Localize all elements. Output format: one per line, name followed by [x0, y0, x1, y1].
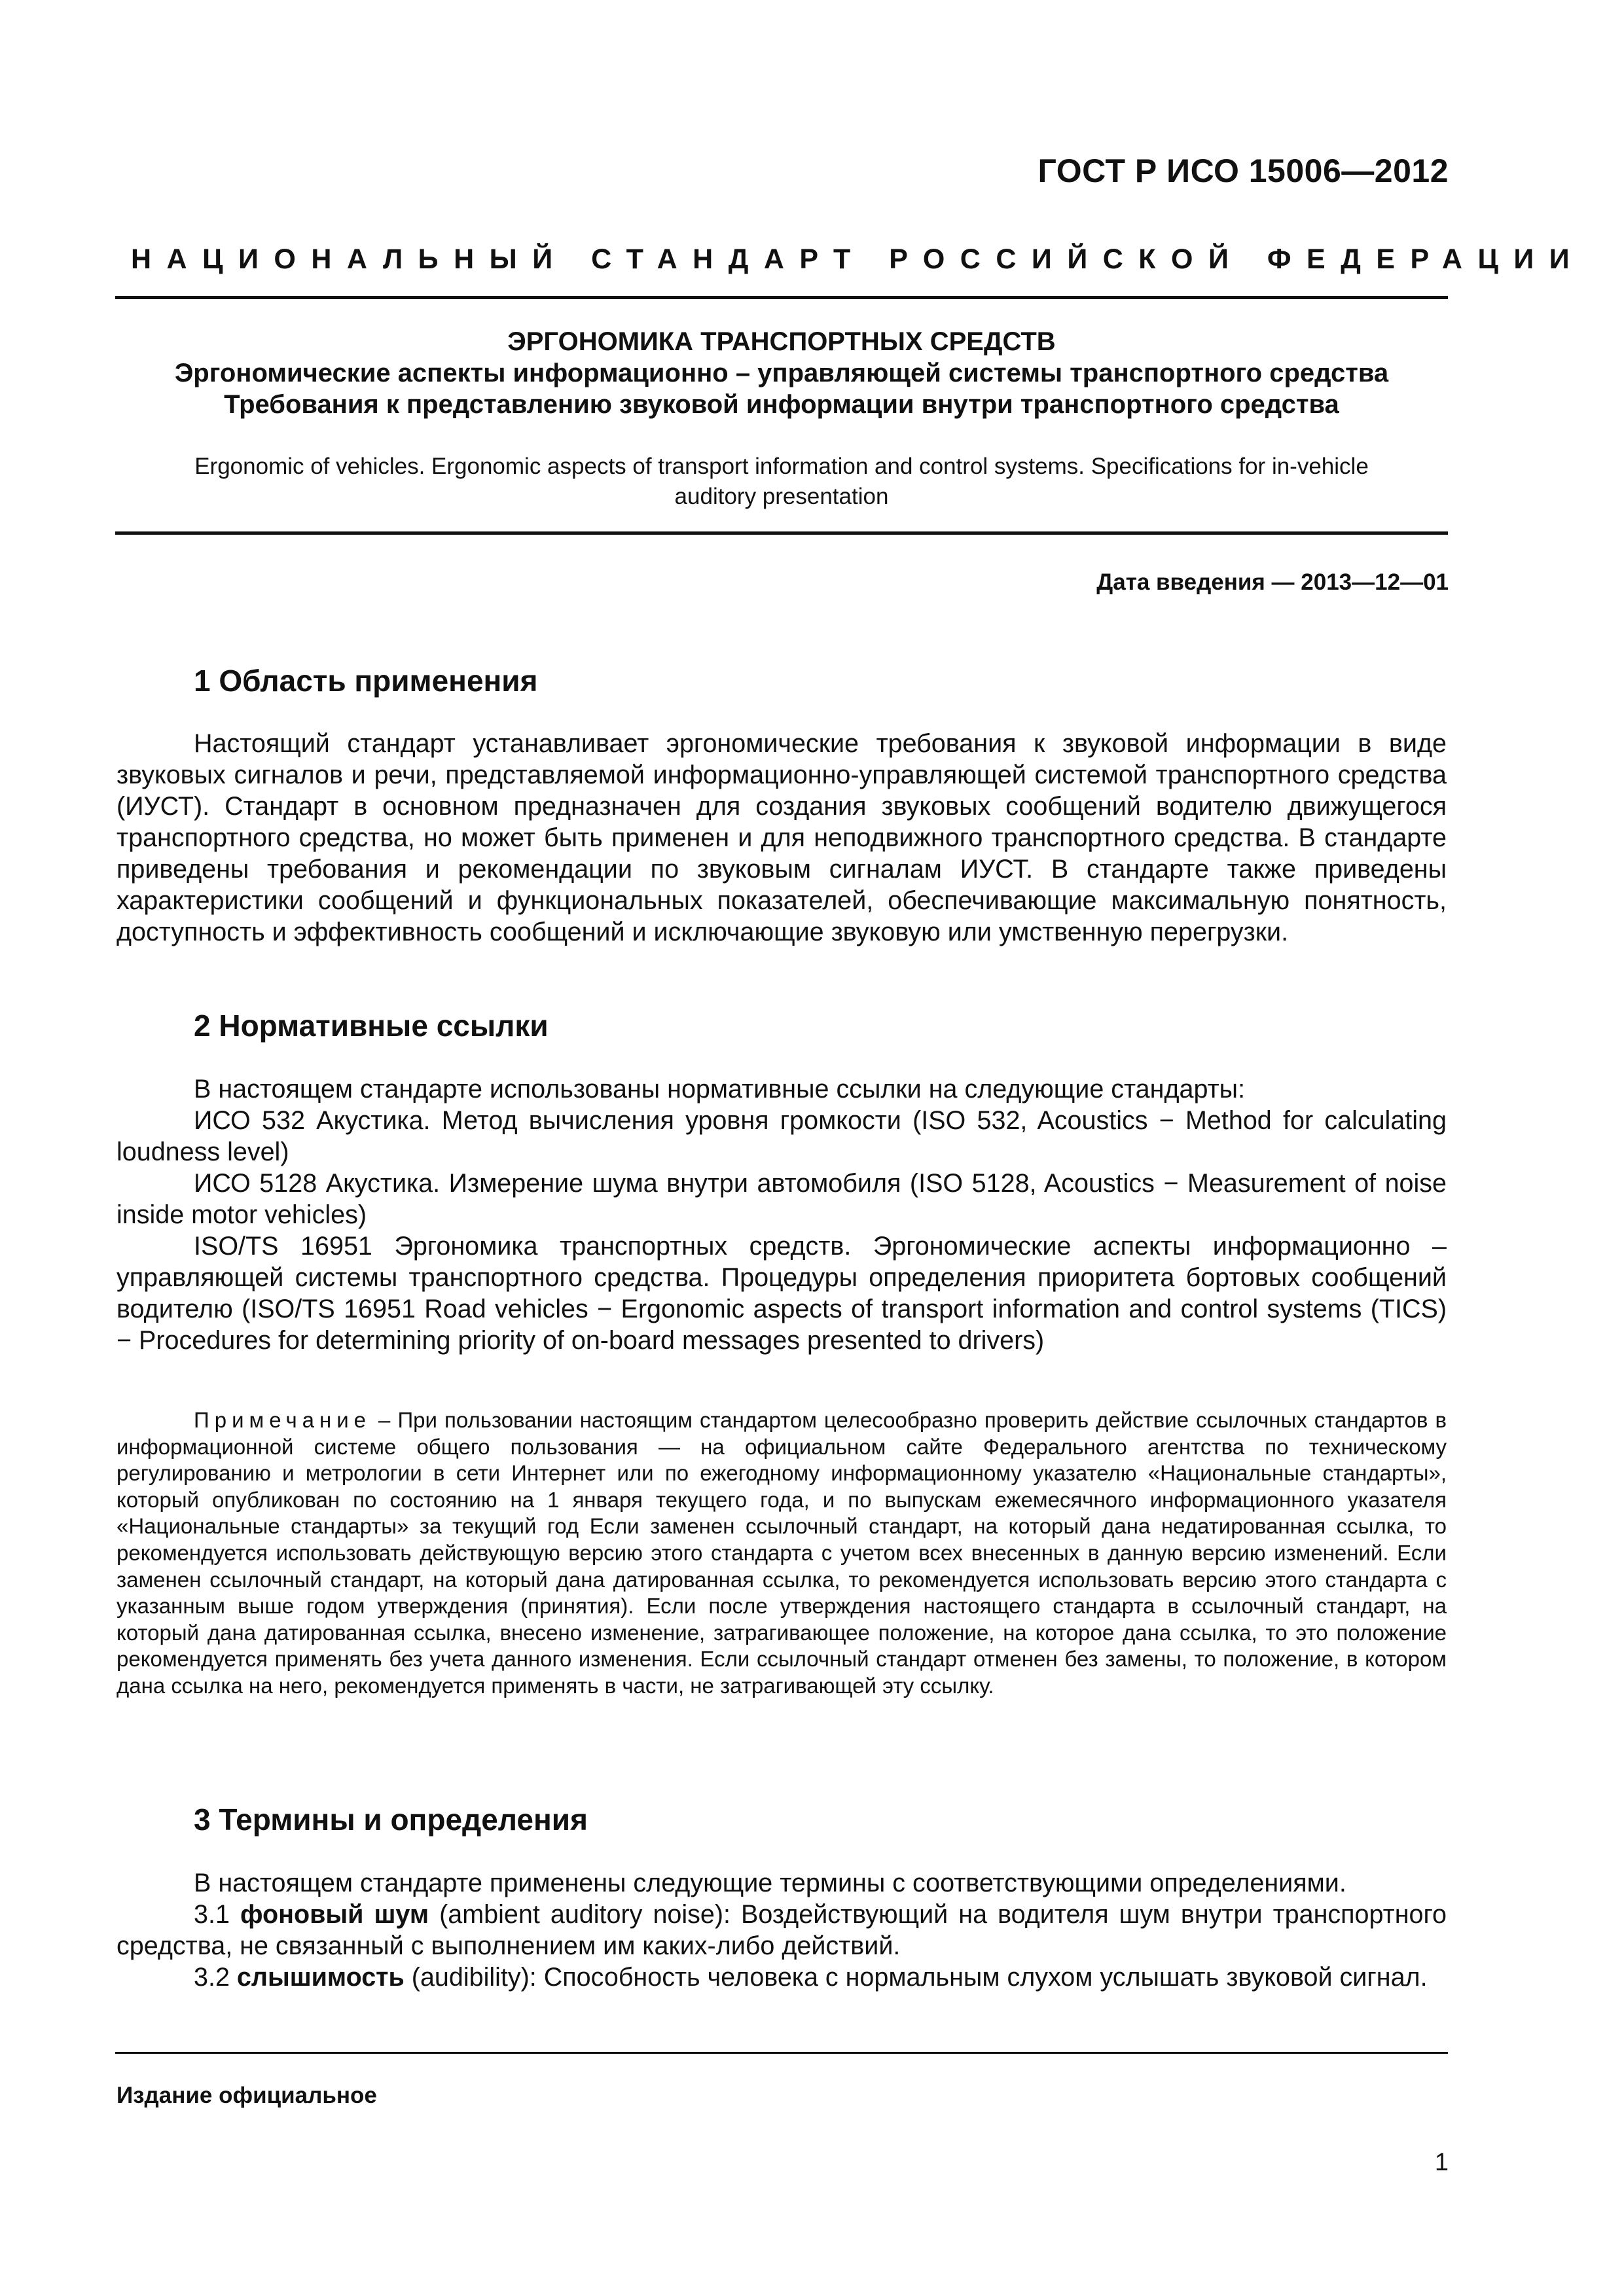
section-3-body	[117, 1867, 1447, 1993]
term-definition: (audibility): Способность человека с нормальным слухом услышать звуковой сигнал.	[404, 1963, 1428, 1992]
section-1-body	[117, 728, 1447, 948]
term-name: слышимость	[236, 1963, 405, 1992]
reference-item: ISO/TS 16951 Эргономика транспортных средств. Эргономические аспекты информационно – управляющей системы транспортного средства. Процедуры определения приоритета бортовых сообщений водителю (ISO/TS 16951 Road vehicles − Ergonomic aspects of transport information and control systems (TICS) − Procedures for determining priority of on-board messages presented to drivers)	[117, 1232, 1447, 1355]
footer-rule	[115, 2052, 1448, 2054]
reference-item: ИСО 5128 Акустика. Измерение шума внутри автомобиля (ISO 5128, Acoustics − Measurement of noise inside motor vehicles)	[117, 1169, 1447, 1229]
section-3-intro: В настоящем стандарте применены следующие термины с соответствующими определениями.	[194, 1869, 1346, 1897]
title-line-2: Эргономические аспекты информационно – управляющей системы транспортного средства	[174, 359, 1389, 387]
title-line-1: ЭРГОНОМИКА ТРАНСПОРТНЫХ СРЕДСТВ	[507, 327, 1056, 356]
term-definition: (ambient auditory noise): Воздействующий на водителя шум внутри транспортного средства, не связанный с выполнением им каких-либо действий.	[117, 1900, 1447, 1960]
reference-item: ИСО 532 Акустика. Метод вычисления уровня громкости (ISO 532, Acoustics − Method for calculating loudness level)	[117, 1106, 1447, 1166]
note-paragraph	[117, 1407, 1447, 1700]
national-standard-banner: НАЦИОНАЛЬНЫЙ СТАНДАРТ РОССИЙСКОЙ ФЕДЕРАЦИИ	[131, 243, 1585, 275]
document-title	[115, 326, 1448, 420]
note-label: Примечание	[194, 1408, 372, 1432]
english-title-line-2: auditory presentation	[674, 484, 889, 509]
page-number: 1	[1434, 2149, 1449, 2176]
term-entry	[117, 1962, 1447, 1993]
section-2-body	[117, 1073, 1447, 1356]
section-2-intro: В настоящем стандарте использованы нормативные ссылки на следующие стандарты:	[194, 1075, 1246, 1103]
section-1-paragraph: Настоящий стандарт устанавливает эргономические требования к звуковой информации в виде звуковых сигналов и речи, представляемой информационно-управляющей системой транспортного средства (ИУСТ). Стандарт в основном предназначен для создания звуковых сообщений водителю движущегося транспортного средства, но может быть применен и для неподвижного транспортного средства. В стандарте приведены требования и рекомендации по звуковым сигналам ИУСТ. В стандарте также приведены характеристики сообщений и функциональных показателей, обеспечивающие максимальную понятность, доступность и эффективность сообщений и исключающие звуковую или умственную перегрузки.	[117, 729, 1447, 946]
section-2-heading: 2 Нормативные ссылки	[194, 1009, 549, 1043]
term-entry	[117, 1899, 1447, 1962]
introduction-date: Дата введения — 2013—12—01	[1096, 569, 1449, 595]
title-rule	[115, 531, 1448, 535]
section-1-heading: 1 Область применения	[194, 664, 538, 698]
section-3-heading: 3 Термины и определения	[194, 1803, 588, 1837]
english-title	[115, 452, 1448, 512]
english-title-line-1: Ergonomic of vehicles. Ergonomic aspects of transport information and control systems. Specifications for in-vehicle	[194, 454, 1369, 479]
header-rule	[115, 296, 1448, 299]
title-line-3: Требования к представлению звуковой информации внутри транспортного средства	[224, 390, 1339, 419]
term-number: 3.1	[194, 1900, 230, 1929]
term-name: фоновый шум	[240, 1900, 429, 1929]
term-number: 3.2	[194, 1963, 230, 1992]
section-2-note	[117, 1407, 1447, 1700]
note-text: – При пользовании настоящим стандартом целесообразно проверить действие ссылочных стандартов в информационной системе общего пользования — на официальном сайте Федерального агентства по техническому регулированию и метрологии в сети Интернет или по ежегодному информационному указателю «Национальные стандарты», который опубликован по состоянию на 1 января текущего года, и по выпускам ежемесячного информационного указателя «Национальные стандарты» за текущий год Если заменен ссылочный стандарт, на который дана недатированная ссылка, то рекомендуется использовать действующую версию этого стандарта с учетом всех внесенных в данную версию изменений. Если заменен ссылочный стандарт, на который дана датированная ссылка, то рекомендуется использовать версию этого стандарта с указанным выше годом утверждения (принятия). Если после утверждения настоящего стандарта в ссылочный стандарт, на который дана датированная ссылка, внесено изменение, затрагивающее положение, на которое дана ссылка, то это положение рекомендуется применять без учета данного изменения. Если ссылочный стандарт отменен без замены, то положение, в котором дана ссылка на него, рекомендуется применять в части, не затрагивающей эту ссылку.	[117, 1408, 1447, 1698]
gost-code: ГОСТ Р ИСО 15006—2012	[1038, 152, 1449, 189]
official-edition-label: Издание официальное	[117, 2083, 377, 2108]
